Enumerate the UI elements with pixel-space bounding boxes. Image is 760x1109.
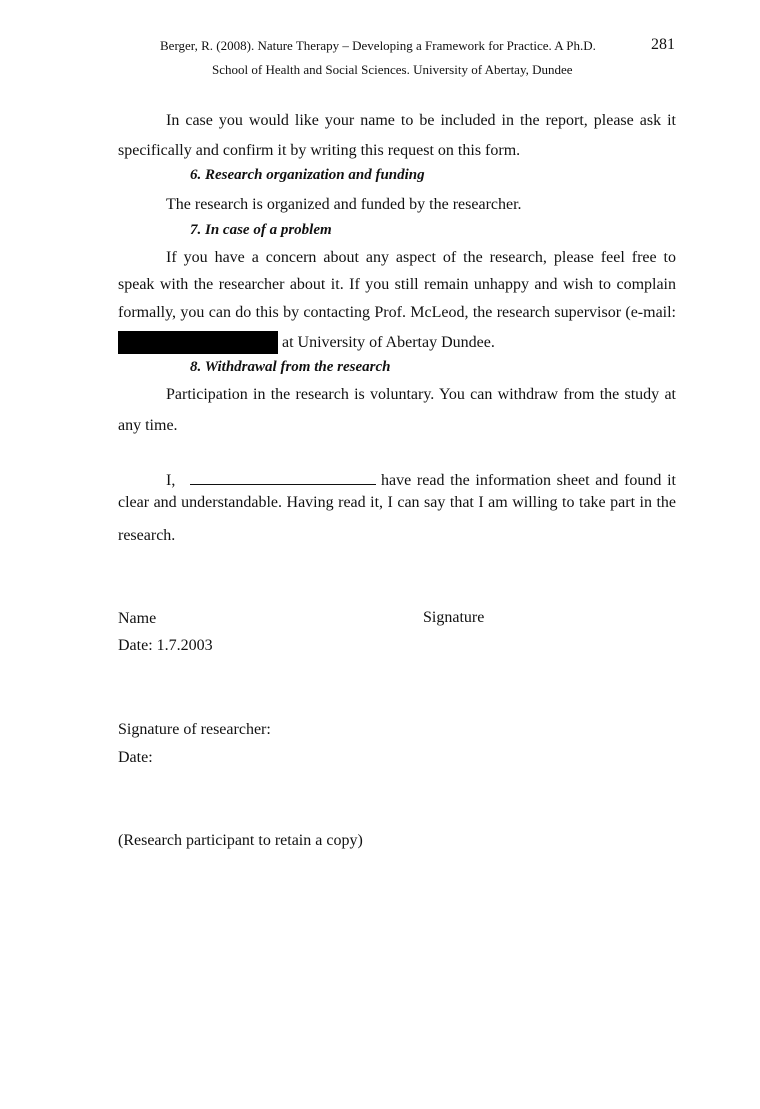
section-6-text: The research is organized and funded by the researcher. [166, 196, 522, 213]
consent-prefix: I, [166, 472, 176, 489]
retain-copy-note: (Research participant to retain a copy) [118, 832, 363, 849]
section-7-heading: 7. In case of a problem [190, 222, 332, 238]
section-8-heading: 8. Withdrawal from the research [190, 359, 391, 375]
section-7-line-3: formally, you can do this by contacting Prof. McLeod, the research supervisor (e-mail: [118, 304, 676, 321]
section-7-line-2: speak with the researcher about it. If you still remain unhappy and wish to complain [118, 276, 676, 293]
redacted-email-block [118, 331, 278, 354]
consent-line-2: clear and understandable. Having read it, I can say that I am willing to take part in the [118, 494, 676, 511]
section-8-line-1: Participation in the research is voluntary. You can withdraw from the study at [166, 386, 676, 403]
researcher-signature-label: Signature of researcher: [118, 721, 271, 738]
signature-label: Signature [423, 609, 485, 626]
header-institution: School of Health and Social Sciences. University of Abertay, Dundee [212, 62, 573, 77]
section-8-line-2: any time. [118, 417, 178, 434]
participant-name-blank[interactable] [190, 484, 376, 485]
intro-line-1: In case you would like your name to be included in the report, please ask it [166, 112, 676, 129]
intro-line-2: specifically and confirm it by writing this request on this form. [118, 142, 521, 159]
researcher-date-label: Date: [118, 749, 153, 766]
header-citation: Berger, R. (2008). Nature Therapy – Developing a Framework for Practice. A Ph.D. [160, 38, 596, 53]
page-number: 281 [651, 36, 675, 53]
date-line: Date: 1.7.2003 [118, 637, 213, 654]
consent-line-3: research. [118, 527, 176, 544]
name-label: Name [118, 610, 157, 627]
section-7-line-4: at University of Abertay Dundee. [282, 334, 495, 351]
section-7-line-1: If you have a concern about any aspect of the research, please feel free to [166, 249, 676, 266]
consent-line-1: have read the information sheet and found it [381, 472, 676, 489]
section-6-heading: 6. Research organization and funding [190, 167, 425, 183]
